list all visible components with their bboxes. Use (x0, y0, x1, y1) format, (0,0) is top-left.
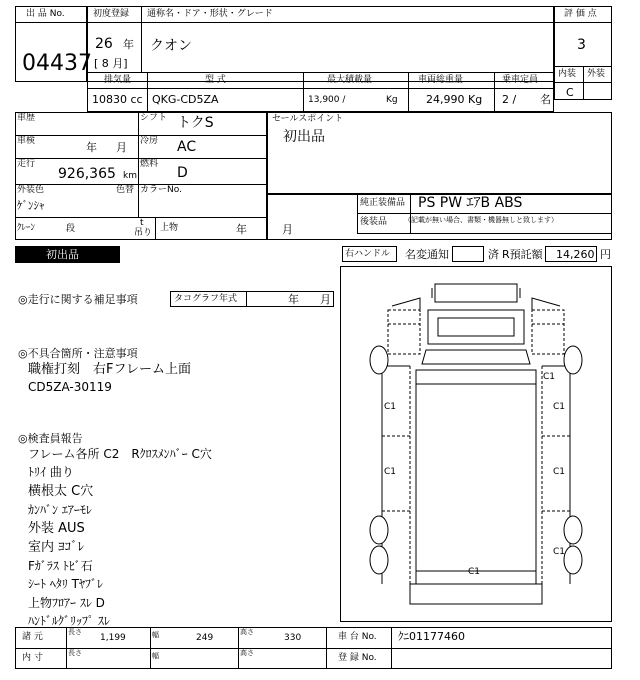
inspection-month: 月 (116, 141, 127, 154)
defect-line: CD5ZA-30119 (28, 380, 112, 394)
crane-label: ｸﾚｰﾝ (17, 223, 36, 233)
inspector-line: ﾄﾘｲ 曲り (28, 465, 74, 479)
ac-value: AC (177, 139, 197, 155)
gross-weight-label: 車両総重量 (418, 75, 464, 85)
driving-notes-title: ◎走行に関する補足事項 (18, 293, 138, 306)
inspector-line: 上物ﾌﾛｱｰ ｽﾚ D (28, 596, 105, 610)
aftermarket-label: 後装品 (360, 217, 388, 227)
model-label: 型 式 (205, 75, 226, 85)
interior-grade: C (566, 86, 574, 99)
car-name-label: 通称名・ドア・形状・グレード (147, 9, 273, 19)
gross-weight-value: 24,990 Kg (426, 93, 483, 106)
first-listing-badge-text: 初出品 (46, 248, 79, 261)
length-value: 1,199 (100, 633, 126, 643)
exterior-grade-label: 外装 (587, 69, 606, 79)
crane-lift: 吊り (134, 228, 153, 238)
inspector-line: ｼｰﾄ ﾍﾀﾘ Tﾔﾌﾞﾚ (28, 577, 103, 591)
sales-point-label: セールスポイント (272, 114, 344, 124)
displacement-value: 10830 cc (92, 93, 143, 106)
name-change-box (452, 246, 484, 262)
sales-point-box (267, 112, 612, 194)
registration-month: [ 8 月] (94, 57, 128, 70)
year-unit: 年 (123, 38, 134, 51)
inner-height-label: 高さ (240, 649, 254, 657)
inspector-line: ﾊﾝﾄﾞﾙｸﾞﾘｯﾌﾟ ｽﾚ (28, 614, 110, 628)
inner-dimensions-label: 内 寸 (22, 653, 43, 663)
name-change-label: 名変通知 (405, 248, 449, 261)
defect-notes-title: ◎不具合箇所・注意事項 (18, 347, 138, 360)
color-code-label: カラーNo. (140, 185, 182, 195)
max-load-unit: Kg (386, 95, 398, 105)
inspector-report-title: ◎検査員報告 (18, 432, 83, 445)
damage-mark: C1 (384, 467, 397, 477)
car-name: クオン (150, 38, 192, 54)
inspection-year: 年 (86, 141, 97, 154)
interior-grade-label: 内装 (558, 69, 577, 79)
equipment-value: PS PW ｴｱB ABS (418, 195, 523, 211)
lot-number: 04437 (22, 51, 92, 76)
sales-point: 初出品 (283, 129, 325, 145)
crane-ton: t (140, 218, 144, 228)
shift-label: シフト (140, 113, 168, 123)
damage-mark: C1 (543, 372, 556, 382)
damage-mark: C1 (384, 402, 397, 412)
mileage-value: 926,365 (58, 166, 116, 182)
inner-width-label: 幅 (152, 652, 159, 660)
recycle-label: R預託額 (502, 248, 543, 261)
height-value: 330 (284, 633, 302, 643)
first-listing-badge (15, 246, 120, 263)
fuel-value: D (177, 165, 188, 181)
grade-score: 3 (577, 37, 586, 53)
width-label: 幅 (152, 631, 159, 639)
aftermarket-note: （記載が無い場合、書類・機器無しと致します） (404, 216, 558, 224)
first-registration-label: 初度登録 (93, 9, 130, 19)
upper-body-label: 上物 (160, 223, 179, 233)
inspector-line: 室内 ﾖｺﾞﾚ (28, 540, 85, 555)
tachograph-label: タコグラフ年式 (174, 294, 238, 304)
damage-mark: C1 (553, 547, 566, 557)
upper-body-month: 月 (282, 223, 293, 236)
inspector-line: ｶﾝﾊﾞﾝ ｴｱｰﾓﾚ (28, 503, 92, 517)
capacity-value: 2 / (502, 93, 517, 106)
handle-label: 右ハンドル (345, 249, 391, 259)
yen-unit: 円 (600, 248, 611, 261)
grade-label: 評 価 点 (564, 9, 597, 19)
length-label: 長さ (68, 628, 82, 636)
upper-body-year: 年 (236, 223, 247, 236)
specs-label: 諸 元 (22, 632, 43, 642)
max-load-label: 最大積載量 (327, 75, 373, 85)
damage-mark: C1 (553, 467, 566, 477)
shift-value: トクS (177, 115, 214, 131)
defect-line: 職権打刻 右Fフレーム上面 (28, 362, 191, 377)
recycle-value: 14,260 (556, 248, 595, 261)
inner-length-label: 長さ (68, 649, 82, 657)
truck-diagram (340, 266, 612, 622)
color-change-label: 色替 (116, 185, 135, 195)
capacity-label: 乗車定員 (502, 75, 539, 85)
ac-label: 冷房 (140, 136, 159, 146)
damage-mark: C1 (553, 402, 566, 412)
tachograph-month: 月 (320, 293, 331, 306)
inspection-label: 車検 (17, 136, 36, 146)
spec-row (87, 72, 554, 112)
registration-year: 26 (95, 36, 113, 52)
lot-label: 出 品 No. (26, 9, 65, 19)
displacement-label: 排気量 (104, 75, 132, 85)
history-label: 車歴 (17, 113, 36, 123)
max-load-value: 13,900 / (308, 95, 346, 105)
exterior-color: ｹﾞﾝｼｬ (17, 199, 45, 212)
fuel-label: 燃料 (140, 159, 159, 169)
inspector-line: 横根太 C穴 (28, 484, 94, 499)
mileage-label: 走行 (17, 159, 36, 169)
tachograph-year: 年 (288, 293, 299, 306)
damage-mark: C1 (468, 567, 481, 577)
width-value: 249 (196, 633, 214, 643)
inspector-line: Fｶﾞﾗｽ ﾄﾋﾞ石 (28, 559, 93, 573)
model-value: QKG-CD5ZA (152, 93, 219, 106)
inspector-line: フレーム各所 C2 Rｸﾛｽﾒﾝﾊﾞｰ C穴 (28, 447, 212, 461)
equipment-label: 純正装備品 (360, 198, 406, 208)
registration-number-label: 登 録 No. (338, 653, 377, 663)
chassis-label: 車 台 No. (338, 632, 377, 642)
height-label: 高さ (240, 628, 254, 636)
crane-stage: 段 (66, 224, 76, 234)
chassis-number: ｸﾆ01177460 (398, 630, 465, 643)
capacity-unit: 名 (540, 93, 551, 106)
mileage-unit: km (123, 171, 137, 181)
inspector-line: 外装 AUS (28, 521, 85, 536)
recycle-prefix: 済 (488, 248, 499, 261)
exterior-color-label: 外装色 (17, 185, 45, 195)
